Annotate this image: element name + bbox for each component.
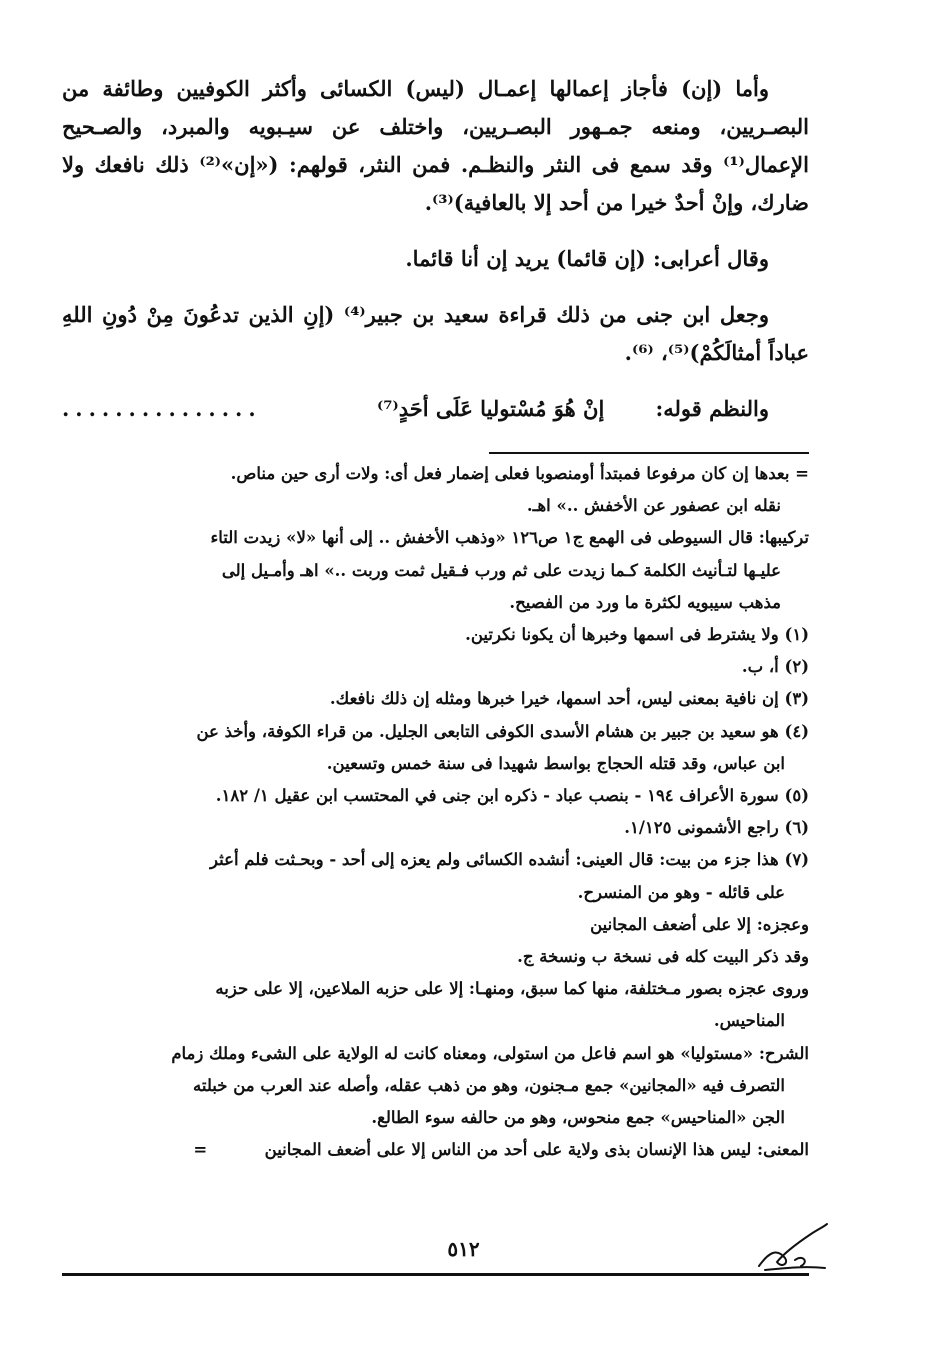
footnotes	[62, 458, 809, 1166]
footnote-maana	[62, 1134, 809, 1166]
paragraph-ibn-jinni: وجعل ابن جنى من ذلك قراءة سعيد بن جبير⁽⁴⁾ (إنِ الذين تدعُونَ مِنْ دُونِ اللهِ عباداً أمثالَكُمْ)⁽⁵⁾، ⁽⁶⁾.	[62, 302, 809, 365]
poem-verse: إنْ هُوَ مُسْتوليا عَلَى أحَدٍ⁽⁷⁾	[377, 396, 605, 421]
footnote-ruwi: وروى عجزه بصور مـختلفة، منها كما سبق، ومنهـا: إلا على حزبه الملاعين، إلا على حزبه	[215, 979, 809, 999]
footnote-tarkib-cont: عليـها لتـأنيث الكلمة كـما زيدت على ثم ورب فـقيل ثمت وربت ..» اهـ وأمـيل إلى	[221, 560, 781, 580]
footnote-ajz: وعجزه: إلا على أضعف المجانين	[590, 914, 809, 934]
poem-dots: ...............	[62, 396, 262, 421]
poem-line	[62, 390, 809, 428]
paragraph-in-nafiya: وأما (إن) فأجاز إعمالها إعمـال (ليس) الكسائى وأكثر الكوفيين وطائفة من البصـريين، ومنعه جمـهور البصـريين، واختلف عن سيـبويه والمبرد، والصـحيح الإعمال⁽¹⁾ وقد سمع فى النثر والنظـم. فمن النثر، قولهم: («إن»⁽²⁾ ذلك نافعك ولا ضارك، وإنْ أحدٌ خيرا من أحد إلا بالعافية)⁽³⁾.	[62, 76, 809, 215]
footnote-carryover-cont: نقله ابن عصفور عن الأخفش ..» اهـ.	[526, 496, 781, 516]
footnote-ruwi-cont: المناحيس.	[713, 1011, 785, 1031]
footnote-dhikr: وقد ذكر البيت كله فى نسخة ب ونسخة ج.	[517, 947, 809, 967]
footnote-2: (٢) أ، ب.	[741, 657, 809, 677]
footnote-6: (٦) راجع الأشمونى ١/١٢٥.	[624, 818, 809, 838]
footnote-1: (١) ولا يشترط فى اسمها وخبرها أن يكونا نكرتين.	[465, 625, 809, 645]
footnote-sharh: الشرح: «مستوليا» هو اسم فاعل من استولى، ومعناه كانت له الولاية على الشىء وملك زمام	[171, 1043, 809, 1063]
footnote-sharh-cont: الجن «المناحيس» جمع منحوس، وهو من حالفه سوء الطالع.	[371, 1108, 785, 1128]
footnote-separator	[489, 452, 809, 454]
footnote-5: (٥) سورة الأعراف ١٩٤ - بنصب عباد - ذكره ابن جنى في المحتسب ابن عقيل ١/ ١٨٢.	[215, 786, 809, 806]
footnote-7-cont: على قائله - وهو من المنسرح.	[577, 882, 785, 902]
footnote-4: (٤) هو سعيد بن جبير بن هشام الأسدى الكوفى التابعى الجليل. من قراء الكوفة، وأخذ عن	[196, 721, 809, 741]
bottom-rule	[62, 1273, 809, 1276]
footnote-maana-text: المعنى: ليس هذا الإنسان بذى ولاية على أحد من الناس إلا على أضعف المجانين	[264, 1140, 809, 1160]
footnote-carryover: = بعدها إن كان مرفوعا فمبتدأ أومنصوبا فعلى إضمار فعل أى: ولات أرى حين مناص.	[230, 464, 809, 483]
footnote-7: (٧) هذا جزء من بيت: قال العينى: أنشده الكسائى ولم يعزه إلى أحد - وبحـثت فلم أعثر	[210, 850, 809, 870]
footnote-4-cont: ابن عباس، وقد قتله الحجاج بواسط شهيدا فى سنة خمس وتسعين.	[326, 753, 785, 773]
main-text	[62, 70, 809, 428]
poem-intro-verse	[377, 390, 769, 428]
footnote-sharh-cont: التصرف فيه «المجانين» جمع مـجنون، وهو من ذهب عقله، وأصله عند العرب من خبلته	[193, 1075, 785, 1095]
paragraph-arabi-quote: وقال أعرابى: (إن قائما) يريد إن أنا قائما.	[405, 246, 769, 271]
footnote-3: (٣) إن نافية بمعنى ليس، أحد اسمها، خيرا خبرها ومثله إن ذلك نافعك.	[329, 689, 809, 709]
continuation-mark: =	[193, 1140, 208, 1160]
footnote-tarkib-cont: مذهب سيبويه لكثرة ما ورد من الفصيح.	[509, 592, 781, 612]
page-number: ٥١٢	[447, 1237, 480, 1261]
poem-intro: والنظم قوله:	[655, 396, 769, 421]
footnote-tarkib: تركيبها: قال السيوطى فى الهمع ج١ ص١٢٦ «وذهب الأخفش .. إلى أنها «لا» زيدت التاء	[210, 528, 809, 548]
